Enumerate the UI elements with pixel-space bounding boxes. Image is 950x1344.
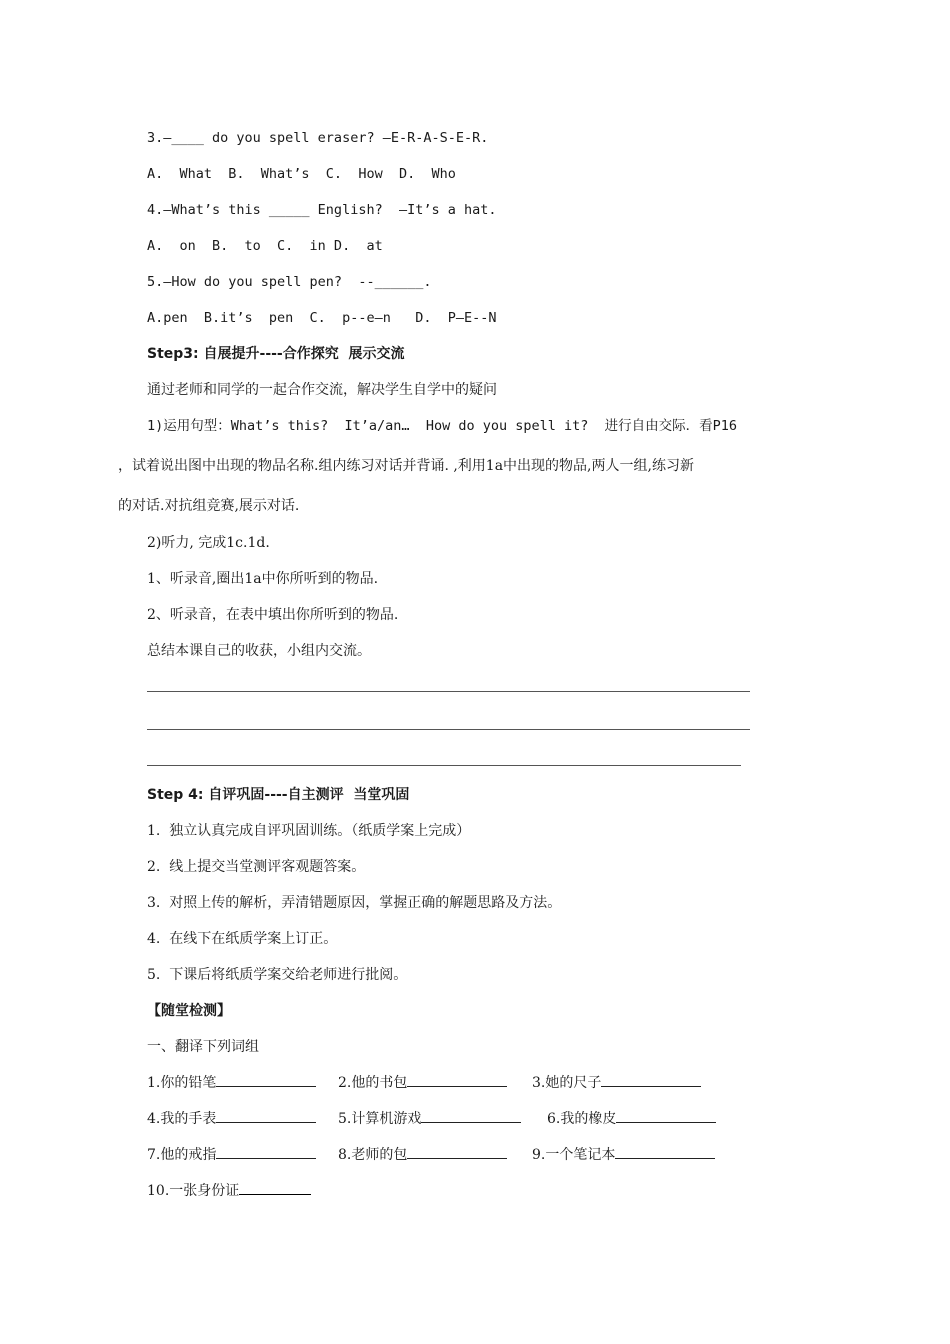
step3-item1-line3: 的对话.对抗组竞赛,展示对话. bbox=[118, 498, 300, 514]
quiz-blank-10[interactable] bbox=[239, 1180, 311, 1195]
quiz-blank-1[interactable] bbox=[216, 1072, 316, 1087]
step4-heading: Step 4: 自评巩固----自主测评 当堂巩固 bbox=[147, 787, 410, 803]
step3-sub1: 1、听录音,圈出1a中你所听到的物品. bbox=[147, 571, 379, 587]
answer-line-3[interactable] bbox=[147, 765, 741, 766]
quiz-heading: 【随堂检测】 bbox=[147, 1003, 231, 1019]
quiz-item-5: 5.计算机游戏 bbox=[338, 1111, 422, 1127]
quiz-blank-9[interactable] bbox=[615, 1144, 715, 1159]
quiz-blank-3[interactable] bbox=[601, 1072, 701, 1087]
question-3: 3.—____ do you spell eraser? —E-R-A-S-E-R. bbox=[147, 130, 489, 146]
question-5: 5.—How do you spell pen? --______. bbox=[147, 274, 432, 290]
quiz-blank-7[interactable] bbox=[216, 1144, 316, 1159]
step3-heading: Step3: 自展提升----合作探究 展示交流 bbox=[147, 346, 405, 362]
quiz-item-8: 8.老师的包 bbox=[338, 1147, 408, 1163]
step3-item1-line2: ，试着说出图中出现的物品名称.组内练习对话并背诵. ,利用1a中出现的物品,两人一组,练习新 bbox=[118, 458, 694, 474]
quiz-blank-6[interactable] bbox=[616, 1108, 716, 1123]
answer-line-1[interactable] bbox=[147, 691, 750, 692]
step3-intro: 通过老师和同学的一起合作交流，解决学生自学中的疑问 bbox=[147, 382, 497, 398]
quiz-item-1: 1.你的铅笔 bbox=[147, 1075, 217, 1091]
step3-item2: 2)听力, 完成1c.1d. bbox=[147, 535, 270, 551]
quiz-row-2 bbox=[147, 1108, 767, 1128]
quiz-item-6: 6.我的橡皮 bbox=[547, 1111, 617, 1127]
quiz-item-10: 10.一张身份证 bbox=[147, 1183, 240, 1199]
question-5-options: A.pen B.it’s pen C. p--e—n D. P—E--N bbox=[147, 310, 497, 326]
quiz-row-4 bbox=[147, 1180, 311, 1201]
step4-item-4: 4. 在线下在纸质学案上订正。 bbox=[147, 931, 338, 947]
quiz-blank-4[interactable] bbox=[216, 1108, 316, 1123]
step4-item-5: 5. 下课后将纸质学案交给老师进行批阅。 bbox=[147, 967, 408, 983]
question-4: 4.—What’s this _____ English? —It’s a hat. bbox=[147, 202, 497, 218]
step4-item-2: 2. 线上提交当堂测评客观题答案。 bbox=[147, 859, 366, 875]
quiz-row-1 bbox=[147, 1072, 767, 1092]
step3-summary: 总结本课自己的收获，小组内交流。 bbox=[147, 643, 371, 659]
quiz-item-3: 3.她的尺子 bbox=[532, 1075, 602, 1091]
step4-item-3: 3. 对照上传的解析，弄清错题原因，掌握正确的解题思路及方法。 bbox=[147, 895, 562, 911]
quiz-blank-5[interactable] bbox=[421, 1108, 521, 1123]
quiz-blank-8[interactable] bbox=[407, 1144, 507, 1159]
step3-sub2: 2、听录音，在表中填出你所听到的物品. bbox=[147, 607, 399, 623]
quiz-item-2: 2.他的书包 bbox=[338, 1075, 408, 1091]
quiz-blank-2[interactable] bbox=[407, 1072, 507, 1087]
question-4-options: A. on B. to C. in D. at bbox=[147, 238, 383, 254]
quiz-section-title: 一、翻译下列词组 bbox=[147, 1039, 259, 1055]
step3-item1-line1: 1)运用句型：What’s this? It’a/an… How do you spell it? 进行自由交际．看P16 bbox=[147, 418, 738, 434]
quiz-item-4: 4.我的手表 bbox=[147, 1111, 217, 1127]
step4-item-1: 1. 独立认真完成自评巩固训练。（纸质学案上完成） bbox=[147, 823, 471, 839]
quiz-row-3 bbox=[147, 1144, 767, 1164]
question-3-options: A. What B. What’s C. How D. Who bbox=[147, 166, 456, 182]
answer-line-2[interactable] bbox=[147, 729, 750, 730]
quiz-item-7: 7.他的戒指 bbox=[147, 1147, 217, 1163]
quiz-item-9: 9.一个笔记本 bbox=[532, 1147, 616, 1163]
